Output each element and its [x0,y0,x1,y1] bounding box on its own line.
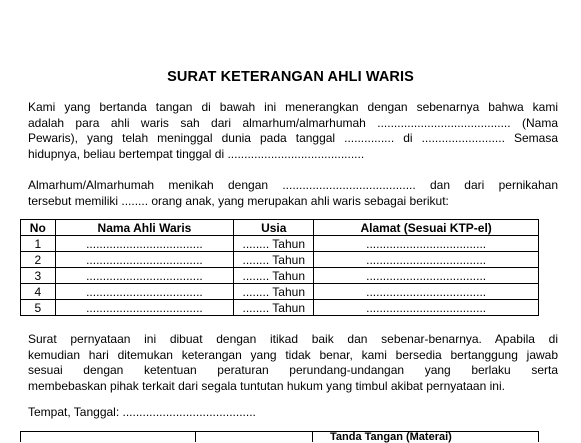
table-row [21,300,539,316]
signature-table-top [20,431,539,442]
paragraph-line: Pewaris), yang telah meninggal dunia pada tanggal ............... di ......................... Semasa [28,131,558,145]
cell-name: ................................... [55,300,234,316]
place-date-text: Tempat, Tanggal: ........................................ [28,405,256,419]
cell-address: .................................... [314,268,539,284]
cell-age: ........ Tahun [234,236,314,252]
table-row [21,236,539,252]
cell-address: .................................... [314,300,539,316]
cell-age: ........ Tahun [234,252,314,268]
cell-no: 3 [21,268,56,284]
table-divider [312,432,313,442]
cell-no: 2 [21,252,56,268]
paragraph-line: Kami yang bertanda tangan di bawah ini menerangkan dengan sebenarnya bahwa kami [28,100,558,114]
cell-age: ........ Tahun [234,268,314,284]
table-divider [195,432,196,442]
table-row [21,284,539,300]
paragraph-line: Almarhum/Almarhumah menikah dengan ........................................ dan dari pernikahan [28,178,558,192]
cell-age: ........ Tahun [234,284,314,300]
header-address: Alamat (Sesuai KTP-el) [314,220,539,236]
cell-name: ................................... [55,284,234,300]
paragraph-line: tersebut memiliki ........ orang anak, yang merupakan ahli waris sebagai berikut: [28,193,449,208]
cell-address: .................................... [314,236,539,252]
header-name: Nama Ahli Waris [55,220,234,236]
cell-no: 5 [21,300,56,316]
heirs-table [20,219,539,316]
cell-address: .................................... [314,284,539,300]
cell-name: ................................... [55,252,234,268]
paragraph-line: kemudian hari ditemukan keterangan yang tidak benar, kami bersedia bertanggung jawab [28,347,558,362]
table-row [21,252,539,268]
cell-age: ........ Tahun [234,300,314,316]
cell-no: 1 [21,236,56,252]
cell-address: .................................... [314,252,539,268]
statement-paragraph [28,332,558,394]
cell-name: ................................... [55,268,234,284]
paragraph-line: hidupnya, beliau bertempat tinggal di ......................................... [28,146,365,161]
paragraph-line: sesuai dengan ketentuan peraturan perundang-undangan yang berlaku serta [28,363,558,377]
header-age: Usia [234,220,314,236]
document-title: SURAT KETERANGAN AHLI WARIS [167,69,414,85]
place-date-line [28,405,558,421]
table-divider [538,432,539,442]
table-row [21,268,539,284]
cell-no: 4 [21,284,56,300]
opening-paragraph [28,100,558,162]
table-header-row [21,220,539,236]
marriage-paragraph [28,178,558,209]
paragraph-line: Surat pernyataan ini dibuat dengan itikad baik dan sebenar-benarnya. Apabila di [28,332,558,346]
paragraph-line: adalah para ahli waris sah dari almarhum/almarhumah ........................................ (Nama [28,115,558,130]
table-divider [20,432,21,442]
header-no: No [21,220,56,236]
paragraph-line: membebaskan pihak terkait dari segala tuntutan hukum yang timbul akibat pernyataan ini. [28,378,505,393]
cell-name: ................................... [55,236,234,252]
signature-heading: Tanda Tangan (Materai) [330,431,452,443]
